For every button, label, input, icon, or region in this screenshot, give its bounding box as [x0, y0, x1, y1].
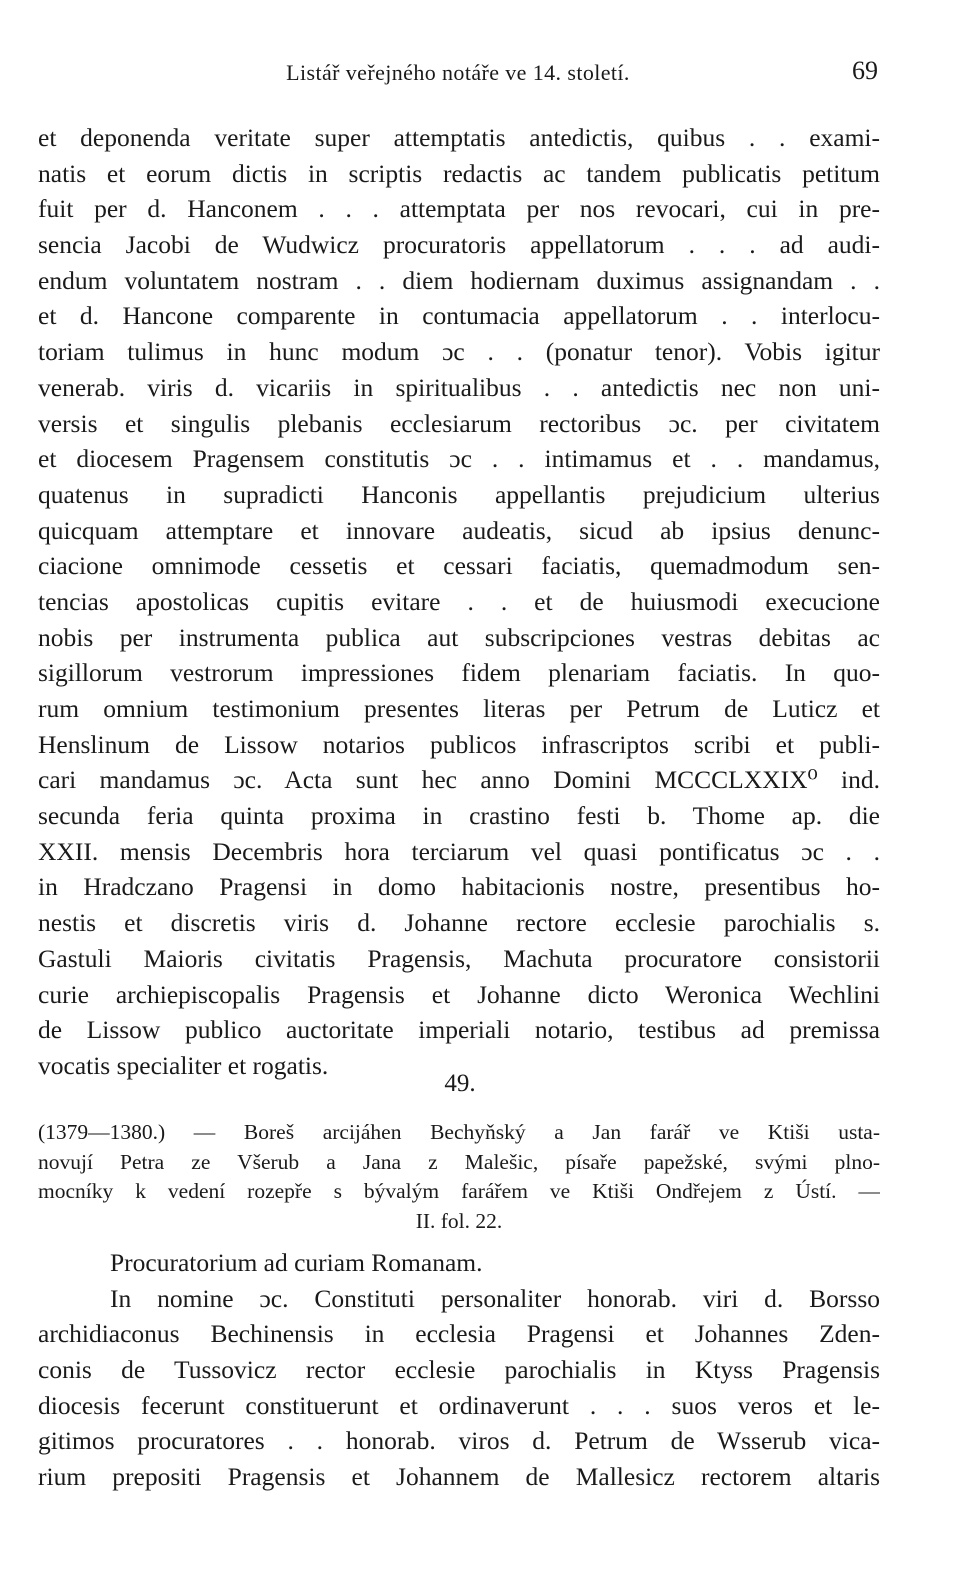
- running-title: Listář veřejného notáře ve 14. století.: [286, 60, 630, 85]
- text-line: et d. Hancone comparente in contumacia appellatorum . . interlocu-: [38, 301, 880, 331]
- text-line: XXII. mensis Decembris hora terciarum vel quasi pontificatus ɔc . .: [38, 836, 880, 866]
- text-line: secunda feria quinta proxima in crastino festi b. Thome ap. die: [38, 801, 880, 831]
- text-line: toriam tulimus in hunc modum ɔc . . (ponatur tenor). Vobis igitur: [38, 337, 880, 367]
- document-49-regest: [38, 1118, 880, 1236]
- page-number: 69: [852, 56, 878, 85]
- regest-line: mocníky k vedení rozepře s bývalým farářem ve Ktiši Ondřejem z Ústí. —: [38, 1179, 880, 1203]
- text-line: sigillorum vestrorum impressiones fidem plenariam faciatis. In quo-: [38, 658, 880, 688]
- text-line: ciacione omnimode cessetis et cessari faciatis, quemadmodum sen-: [38, 551, 880, 581]
- text-line: in Hradczano Pragensi in domo habitacionis nostre, presentibus ho-: [38, 872, 880, 902]
- text-line: archidiaconus Bechinensis in ecclesia Pragensi et Johannes Zden-: [38, 1319, 880, 1349]
- text-line: sencia Jacobi de Wudwicz procuratoris appellatorum . . . ad audi-: [38, 230, 880, 260]
- document-heading: Procuratorium ad curiam Romanam.: [110, 1248, 483, 1277]
- text-line: et diocesem Pragensem constitutis ɔc . . intimamus et . . mandamus,: [38, 444, 880, 474]
- text-line: nestis et discretis viris d. Johanne rectore ecclesie parochialis s.: [38, 908, 880, 938]
- text-line: curie archiepiscopalis Pragensis et Johanne dicto Weronica Wechlini: [38, 979, 880, 1009]
- regest-line: (1379—1380.) — Boreš arcijáhen Bechyňský a Jan farář ve Ktiši usta-: [38, 1120, 880, 1144]
- text-line: diocesis fecerunt constituerunt et ordinaverunt . . . suos veros et le-: [38, 1390, 880, 1420]
- text-line: de Lissow publico auctoritate imperiali notario, testibus ad premissa: [38, 1015, 880, 1045]
- text-line: venerab. viris d. vicariis in spiritualibus . . antedictis nec non uni-: [38, 372, 880, 402]
- text-line: In nomine ɔc. Constituti personaliter honorab. viri d. Borsso: [110, 1283, 880, 1313]
- document-48-continuation: [38, 120, 880, 1084]
- text-line: conis de Tussovicz rector ecclesie parochialis in Ktyss Pragensis: [38, 1355, 880, 1385]
- document-49-text: [38, 1245, 880, 1495]
- text-line: gitimos procuratores . . honorab. viros d. Petrum de Wsserub vica-: [38, 1426, 880, 1456]
- source-reference: II. fol. 22.: [415, 1208, 503, 1233]
- text-line: quicquam attemptare et innovare audeatis, sicud ab ipsius denunc-: [38, 515, 880, 545]
- text-line: endum voluntatem nostram . . diem hodiernam duximus assignandam . .: [38, 265, 880, 295]
- document-number: 49.: [444, 1070, 476, 1097]
- text-line: tencias apostolicas cupitis evitare . . et de huiusmodi execucione: [38, 586, 880, 616]
- regest-line: novují Petra ze Všerub a Jana z Malešic, písaře papežské, svými plno-: [38, 1149, 880, 1174]
- text-line: versis et singulis plebanis ecclesiarum rectoribus ɔc. per civitatem: [38, 408, 880, 438]
- text-line: Gastuli Maioris civitatis Pragensis, Machuta procuratore consistorii: [38, 943, 880, 973]
- running-header: [38, 56, 878, 90]
- text-line: quatenus in supradicti Hanconis appellantis prejudicium ulterius: [38, 479, 880, 509]
- text-line: natis et eorum dictis in scriptis redactis ac tandem publicatis petitum: [38, 158, 880, 188]
- text-line: vocatis specialiter et rogatis.: [38, 1050, 329, 1080]
- text-line: rium prepositi Pragensis et Johannem de Mallesicz rectorem altaris: [38, 1462, 880, 1492]
- text-line: et deponenda veritate super attemptatis antedictis, quibus . . exami-: [38, 123, 880, 152]
- text-line: rum omnium testimonium presentes literas per Petrum de Luticz et: [38, 694, 880, 723]
- text-line: Henslinum de Lissow notarios publicos infrascriptos scribi et publi-: [38, 729, 880, 759]
- text-line: cari mandamus ɔc. Acta sunt hec anno Domini MCCCLXXIX⁰ ind.: [38, 765, 880, 795]
- text-line: fuit per d. Hanconem . . . attemptata per nos revocari, cui in pre-: [38, 194, 880, 224]
- text-line: nobis per instrumenta publica aut subscripciones vestras debitas ac: [38, 622, 880, 652]
